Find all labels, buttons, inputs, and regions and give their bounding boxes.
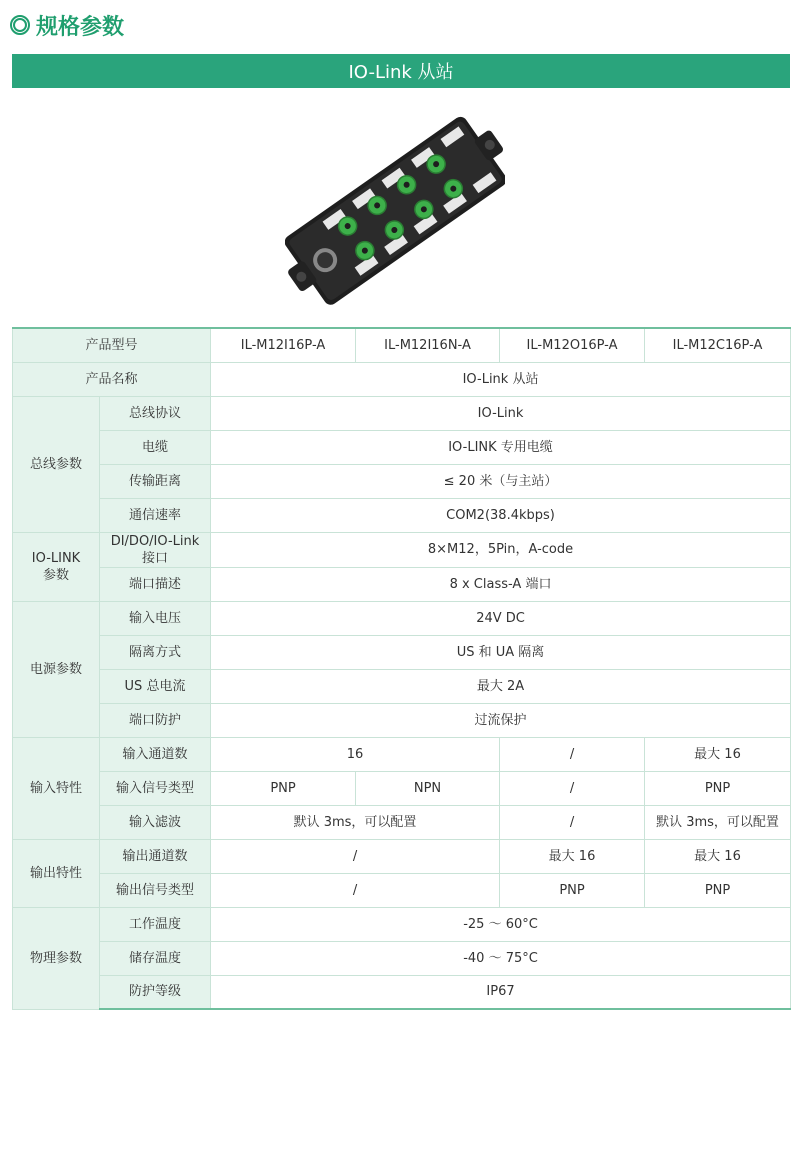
value-cell: IO-Link 从站 <box>211 362 791 396</box>
value-cell: -40 ～ 75°C <box>211 941 791 975</box>
value-cell: IO-Link <box>211 396 791 430</box>
value-cell: PNP <box>645 873 791 907</box>
row-label: 输入信号类型 <box>100 771 211 805</box>
table-row <box>13 498 791 532</box>
table-row <box>13 771 791 805</box>
table-row <box>13 941 791 975</box>
row-label: 输出通道数 <box>100 839 211 873</box>
table-row <box>13 635 791 669</box>
value-cell: 最大 16 <box>645 737 791 771</box>
table-row <box>13 907 791 941</box>
model-cell: IL-M12I16N-A <box>356 328 500 362</box>
row-label: 隔离方式 <box>100 635 211 669</box>
row-label: 电缆 <box>100 430 211 464</box>
value-cell: / <box>500 771 645 805</box>
value-cell: 最大 16 <box>500 839 645 873</box>
row-label: 传输距离 <box>100 464 211 498</box>
product-banner: IO-Link 从站 <box>12 54 790 88</box>
section-title-text: 规格参数 <box>36 14 125 40</box>
spec-table <box>12 327 791 1010</box>
category-input: 输入特性 <box>13 737 100 839</box>
table-row <box>13 975 791 1009</box>
table-row <box>13 430 791 464</box>
row-label: 输出信号类型 <box>100 873 211 907</box>
value-cell: COM2(38.4kbps) <box>211 498 791 532</box>
value-cell: PNP <box>211 771 356 805</box>
model-cell: IL-M12C16P-A <box>645 328 791 362</box>
table-row <box>13 601 791 635</box>
row-label: 通信速率 <box>100 498 211 532</box>
value-cell: 16 <box>211 737 500 771</box>
row-label: 输入通道数 <box>100 737 211 771</box>
value-cell: -25 ～ 60°C <box>211 907 791 941</box>
value-cell: 最大 16 <box>645 839 791 873</box>
row-label-model: 产品型号 <box>13 328 211 362</box>
row-label: 输入电压 <box>100 601 211 635</box>
value-cell: ≤ 20 米（与主站） <box>211 464 791 498</box>
value-cell: 过流保护 <box>211 703 791 737</box>
value-cell: 8×M12，5Pin，A-code <box>211 532 791 567</box>
value-cell: 最大 2A <box>211 669 791 703</box>
value-cell: 默认 3ms，可以配置 <box>645 805 791 839</box>
section-title <box>10 8 124 42</box>
row-label: 工作温度 <box>100 907 211 941</box>
table-row <box>13 464 791 498</box>
row-label: US 总电流 <box>100 669 211 703</box>
value-cell: / <box>500 737 645 771</box>
row-label: DI/DO/IO-Link 接口 <box>100 532 211 567</box>
product-image <box>285 108 505 313</box>
row-label: 端口防护 <box>100 703 211 737</box>
table-row <box>13 873 791 907</box>
table-row <box>13 532 791 567</box>
value-cell: / <box>500 805 645 839</box>
model-cell: IL-M12O16P-A <box>500 328 645 362</box>
row-label: 输入滤波 <box>100 805 211 839</box>
table-row <box>13 669 791 703</box>
row-label: 防护等级 <box>100 975 211 1009</box>
value-cell: / <box>211 873 500 907</box>
value-cell: 8 x Class-A 端口 <box>211 567 791 601</box>
row-label: 储存温度 <box>100 941 211 975</box>
value-cell: / <box>211 839 500 873</box>
value-cell: IO-LINK 专用电缆 <box>211 430 791 464</box>
table-row <box>13 805 791 839</box>
row-label-name: 产品名称 <box>13 362 211 396</box>
category-output: 输出特性 <box>13 839 100 907</box>
row-label: 总线协议 <box>100 396 211 430</box>
category-iolink: IO-LINK 参数 <box>13 532 100 601</box>
value-cell: IP67 <box>211 975 791 1009</box>
value-cell: NPN <box>356 771 500 805</box>
table-row <box>13 703 791 737</box>
value-cell: PNP <box>500 873 645 907</box>
circle-bullet-icon <box>10 15 30 35</box>
category-bus: 总线参数 <box>13 396 100 532</box>
table-row <box>13 362 791 396</box>
table-row <box>13 737 791 771</box>
value-cell: 24V DC <box>211 601 791 635</box>
table-row <box>13 567 791 601</box>
model-cell: IL-M12I16P-A <box>211 328 356 362</box>
table-row <box>13 839 791 873</box>
category-physical: 物理参数 <box>13 907 100 1009</box>
value-cell: 默认 3ms，可以配置 <box>211 805 500 839</box>
category-power: 电源参数 <box>13 601 100 737</box>
value-cell: PNP <box>645 771 791 805</box>
row-label: 端口描述 <box>100 567 211 601</box>
table-row <box>13 396 791 430</box>
table-row <box>13 328 791 362</box>
value-cell: US 和 UA 隔离 <box>211 635 791 669</box>
